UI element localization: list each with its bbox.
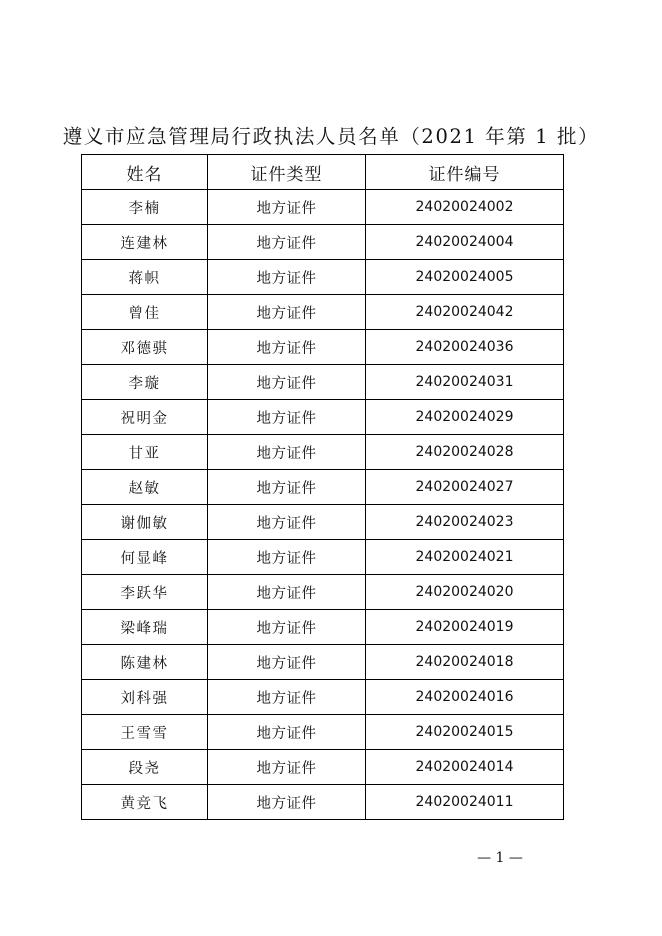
cert-number-cell: 24020024027 xyxy=(366,470,564,505)
table-row xyxy=(82,365,564,400)
page-number: — 1 — xyxy=(477,850,523,866)
table-row xyxy=(82,645,564,680)
cert-number-cell: 24020024014 xyxy=(366,750,564,785)
table-row xyxy=(82,400,564,435)
table-row xyxy=(82,330,564,365)
cert-number-cell: 24020024005 xyxy=(366,260,564,295)
table-row xyxy=(82,715,564,750)
cert-type-cell: 地方证件 xyxy=(208,365,366,400)
cert-type-cell: 地方证件 xyxy=(208,575,366,610)
cert-number-cell: 24020024011 xyxy=(366,785,564,820)
name-cell: 曾佳 xyxy=(82,295,208,330)
table-body xyxy=(82,190,564,820)
cert-number-cell: 24020024023 xyxy=(366,505,564,540)
table-row xyxy=(82,260,564,295)
name-cell: 蒋帜 xyxy=(82,260,208,295)
name-cell: 刘科强 xyxy=(82,680,208,715)
table-row xyxy=(82,575,564,610)
name-cell: 梁峰瑞 xyxy=(82,610,208,645)
table-row xyxy=(82,750,564,785)
cert-type-cell: 地方证件 xyxy=(208,435,366,470)
cert-number-cell: 24020024028 xyxy=(366,435,564,470)
name-cell: 王雪雪 xyxy=(82,715,208,750)
cert-number-cell: 24020024019 xyxy=(366,610,564,645)
name-cell: 黄竞飞 xyxy=(82,785,208,820)
name-cell: 谢伽敏 xyxy=(82,505,208,540)
cert-type-cell: 地方证件 xyxy=(208,330,366,365)
table-row xyxy=(82,610,564,645)
cert-type-cell: 地方证件 xyxy=(208,540,366,575)
cert-type-cell: 地方证件 xyxy=(208,400,366,435)
name-cell: 何显峰 xyxy=(82,540,208,575)
column-header-cert-number: 证件编号 xyxy=(366,155,564,190)
name-cell: 段尧 xyxy=(82,750,208,785)
name-cell: 赵敏 xyxy=(82,470,208,505)
table-header xyxy=(82,155,564,190)
column-header-cert-type: 证件类型 xyxy=(208,155,366,190)
name-cell: 李楠 xyxy=(82,190,208,225)
name-cell: 祝明金 xyxy=(82,400,208,435)
cert-number-cell: 24020024029 xyxy=(366,400,564,435)
cert-number-cell: 24020024036 xyxy=(366,330,564,365)
column-header-name: 姓名 xyxy=(82,155,208,190)
name-cell: 李璇 xyxy=(82,365,208,400)
table-row xyxy=(82,785,564,820)
cert-type-cell: 地方证件 xyxy=(208,750,366,785)
cert-type-cell: 地方证件 xyxy=(208,785,366,820)
table-row xyxy=(82,470,564,505)
personnel-table xyxy=(81,154,564,820)
cert-type-cell: 地方证件 xyxy=(208,715,366,750)
cert-number-cell: 24020024031 xyxy=(366,365,564,400)
cert-type-cell: 地方证件 xyxy=(208,295,366,330)
table-row xyxy=(82,295,564,330)
cert-number-cell: 24020024002 xyxy=(366,190,564,225)
cert-number-cell: 24020024015 xyxy=(366,715,564,750)
cert-type-cell: 地方证件 xyxy=(208,225,366,260)
cert-type-cell: 地方证件 xyxy=(208,645,366,680)
name-cell: 甘亚 xyxy=(82,435,208,470)
table-row xyxy=(82,435,564,470)
cert-number-cell: 24020024016 xyxy=(366,680,564,715)
cert-number-cell: 24020024020 xyxy=(366,575,564,610)
name-cell: 邓德骐 xyxy=(82,330,208,365)
cert-type-cell: 地方证件 xyxy=(208,260,366,295)
name-cell: 陈建林 xyxy=(82,645,208,680)
cert-number-cell: 24020024021 xyxy=(366,540,564,575)
name-cell: 连建林 xyxy=(82,225,208,260)
table-row xyxy=(82,540,564,575)
cert-type-cell: 地方证件 xyxy=(208,610,366,645)
cert-type-cell: 地方证件 xyxy=(208,470,366,505)
cert-number-cell: 24020024042 xyxy=(366,295,564,330)
name-cell: 李跃华 xyxy=(82,575,208,610)
table-row xyxy=(82,680,564,715)
table-row xyxy=(82,190,564,225)
cert-type-cell: 地方证件 xyxy=(208,190,366,225)
cert-type-cell: 地方证件 xyxy=(208,505,366,540)
table-row xyxy=(82,225,564,260)
cert-number-cell: 24020024004 xyxy=(366,225,564,260)
cert-number-cell: 24020024018 xyxy=(366,645,564,680)
table-row xyxy=(82,505,564,540)
cert-type-cell: 地方证件 xyxy=(208,680,366,715)
document-title: 遵义市应急管理局行政执法人员名单（2021 年第 1 批） xyxy=(62,125,600,148)
table-header-row xyxy=(82,155,564,190)
